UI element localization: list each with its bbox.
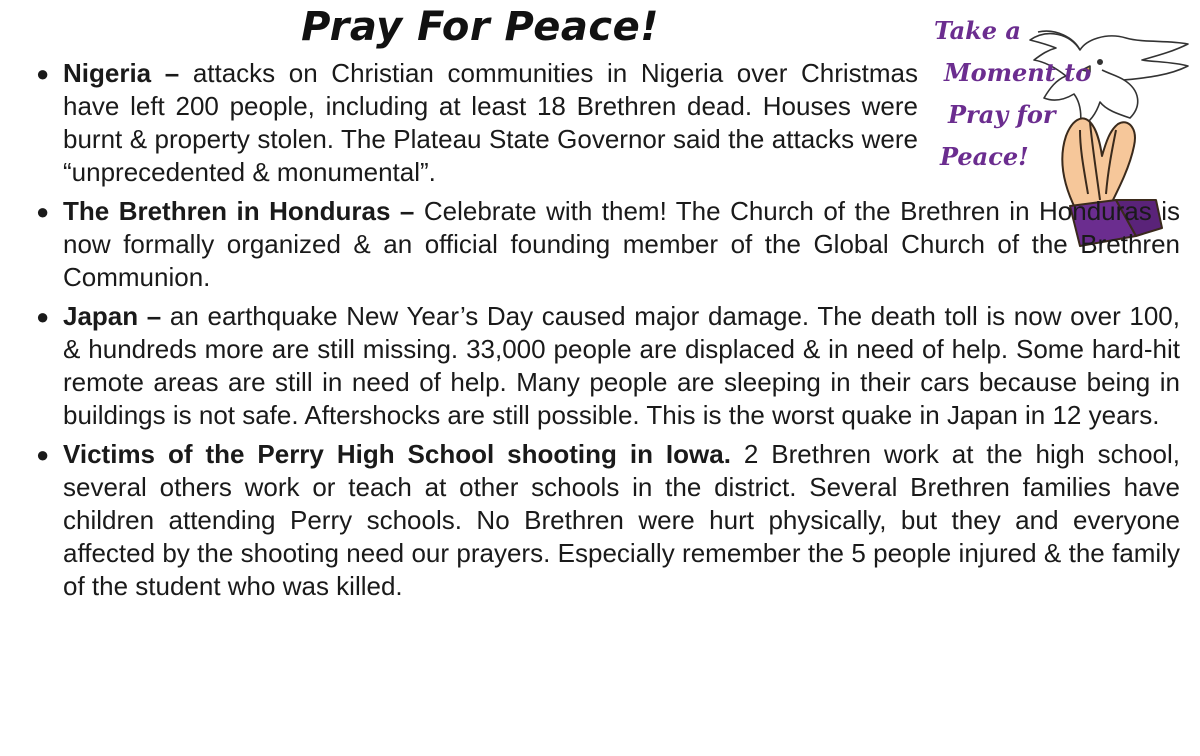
item-heading: Nigeria –: [63, 58, 180, 88]
item-body: attacks on Christian communities in Nigeria over Christmas have left 200 people, including at least 18 Brethren dead. Houses were burnt & property stolen. The Plateau State Governor said the attacks were “unprecedented & monumental”.: [63, 58, 918, 187]
caption-line: Moment to: [944, 58, 1092, 87]
page-title: Pray For Peace!: [301, 4, 659, 50]
caption-line: Take a: [934, 16, 1021, 45]
bullet-icon: ●: [36, 199, 50, 224]
bullet-icon: ●: [36, 442, 50, 467]
bullet-icon: ●: [36, 304, 50, 329]
caption-line: Peace!: [940, 142, 1029, 171]
item-heading: Japan –: [63, 301, 162, 331]
list-item: [36, 57, 918, 189]
list-item: [36, 195, 1180, 294]
list-item: [36, 300, 1180, 432]
item-heading: The Brethren in Honduras –: [63, 196, 415, 226]
bullet-icon: ●: [36, 61, 50, 86]
item-body: an earthquake New Year’s Day caused major damage. The death toll is now over 100, & hundreds more are still missing. 33,000 people are displaced & in need of help. Some hard-hit remote areas are still in need of help. Many people are sleeping in their cars because being in buildings is not safe. Aftershocks are still possible. This is the worst quake in Japan in 12 years.: [63, 301, 1180, 430]
caption-line: Pray for: [948, 100, 1056, 129]
item-heading: Victims of the Perry High School shooting in Iowa.: [63, 439, 731, 469]
prayer-list: [36, 57, 1180, 609]
list-item: [36, 438, 1180, 603]
item-body: 2 Brethren work at the high school, several others work or teach at other schools in the district. Several Brethren families have children attending Perry schools. No Brethren were hurt physically, but they and everyone affected by the shooting need our prayers. Especially remember the 5 people injured & the family of the student who was killed.: [63, 439, 1180, 601]
item-body: Celebrate with them! The Church of the Brethren in Honduras is now formally organized & an official founding member of the Global Church of the Brethren Communion.: [63, 196, 1180, 292]
